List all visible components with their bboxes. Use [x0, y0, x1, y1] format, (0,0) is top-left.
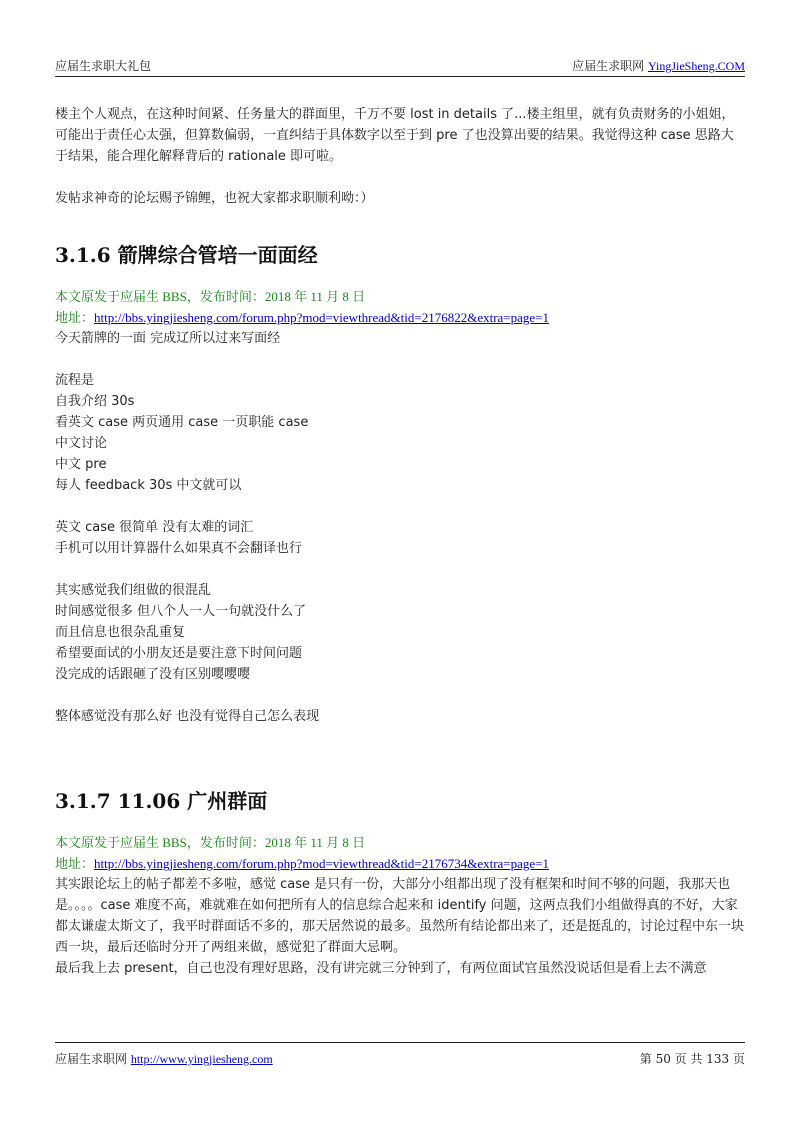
section-1-line: 流程是 [55, 373, 95, 388]
section-1-line: 而且信息也很杂乱重复 [55, 625, 186, 640]
section-1-line: 其实感觉我们组做的很混乱 [55, 583, 212, 598]
section-2-paragraph-2: 最后我上去 present，自己也没有理好思路，没有讲完就三分钟到了，有两位面试官虽然没说话但是看上去不满意 [55, 961, 707, 976]
section-1-line: 手机可以用计算器什么如果真不会翻译也行 [55, 541, 303, 556]
section-1-address-link[interactable]: http://bbs.yingjiesheng.com/forum.php?mod=viewthread&tid=2176822&extra=page=1 [94, 310, 550, 325]
page-header [55, 56, 745, 77]
footer-site-name: 应届生求职网 [55, 1052, 131, 1066]
footer-site-link[interactable]: http://www.yingjiesheng.com [130, 1052, 273, 1066]
section-1-address [55, 307, 745, 328]
section-1-line: 希望要面试的小朋友还是要注意下时间问题 [55, 646, 303, 661]
section-1-line: 中文讨论 [55, 436, 108, 451]
footer-site [55, 1049, 273, 1069]
section-1-line: 没完成的话跟砸了没有区别嘤嘤嘤 [55, 667, 251, 682]
header-title: 应届生求职大礼包 [55, 59, 152, 73]
intro-paragraph-1: 楼主个人观点，在这种时间紧、任务量大的群面里，千万不要 lost in details 了...楼主组里，就有负责财务的小姐姐，可能出于责任心太强，但算数偏弱，一直纠结于具体数字以至于到 pre 了也没算出要的结果。我觉得这种 case 思路大于结果，能合理化解释背后的 rationale 即可啦。 [55, 107, 735, 164]
section-1-address-label: 地址： [55, 310, 95, 325]
section-1-line: 时间感觉很多 但八个人一人一句就没什么了 [55, 604, 307, 619]
section-1-line: 英文 case 很简单 没有太难的词汇 [55, 520, 254, 535]
header-site-link[interactable]: YingJieSheng.COM [647, 59, 745, 73]
section-2-address-label: 地址： [55, 856, 95, 871]
header-site [572, 56, 745, 76]
section-1-source: 本文原发于应届生 BBS，发布时间：2018 年 11 月 8 日 [55, 289, 366, 304]
page-number: 第 50 页 共 133 页 [639, 1052, 745, 1066]
section-1-line: 自我介绍 30s [55, 394, 135, 409]
section-2-address [55, 853, 745, 874]
section-1-line: 每人 feedback 30s 中文就可以 [55, 478, 242, 493]
page-footer [55, 1042, 745, 1069]
section-2-address-link[interactable]: http://bbs.yingjiesheng.com/forum.php?mod=viewthread&tid=2176734&extra=page=1 [94, 856, 550, 871]
intro-paragraph-2: 发帖求神奇的论坛赐予锦鲤，也祝大家都求职顺利呦：） [55, 191, 374, 206]
section-1-line: 整体感觉没有那么好 也没有觉得自己怎么表现 [55, 709, 320, 724]
header-site-name: 应届生求职网 [572, 59, 648, 73]
section-2-paragraph-1: 其实跟论坛上的帖子都差不多啦，感觉 case 是只有一份，大部分小组都出现了没有框架和时间不够的问题，我那天也是。。。。case 难度不高，难就难在如何把所有人的信息综合起来和 identify 问题，这两点我们小组做得真的不好，大家都太谦虚太斯文了，我平时群面话不多的，那天居然说的最多。虽然所有结论都出来了，还是挺乱的，讨论过程中东一块西一块，最后还临时分开了两组来做，感觉犯了群面大忌啊。 [55, 877, 745, 955]
section-1-line: 中文 pre [55, 457, 107, 472]
section-1-line: 今天箭牌的一面 完成辽所以过来写面经 [55, 331, 281, 346]
section-1-title: 3.1.6 箭牌综合管培一面面经 [55, 243, 318, 267]
section-2-title: 3.1.7 11.06 广州群面 [55, 789, 268, 813]
page-content [55, 104, 745, 979]
section-1-line: 看英文 case 两页通用 case 一页职能 case [55, 415, 309, 430]
section-2-source: 本文原发于应届生 BBS，发布时间：2018 年 11 月 8 日 [55, 835, 366, 850]
